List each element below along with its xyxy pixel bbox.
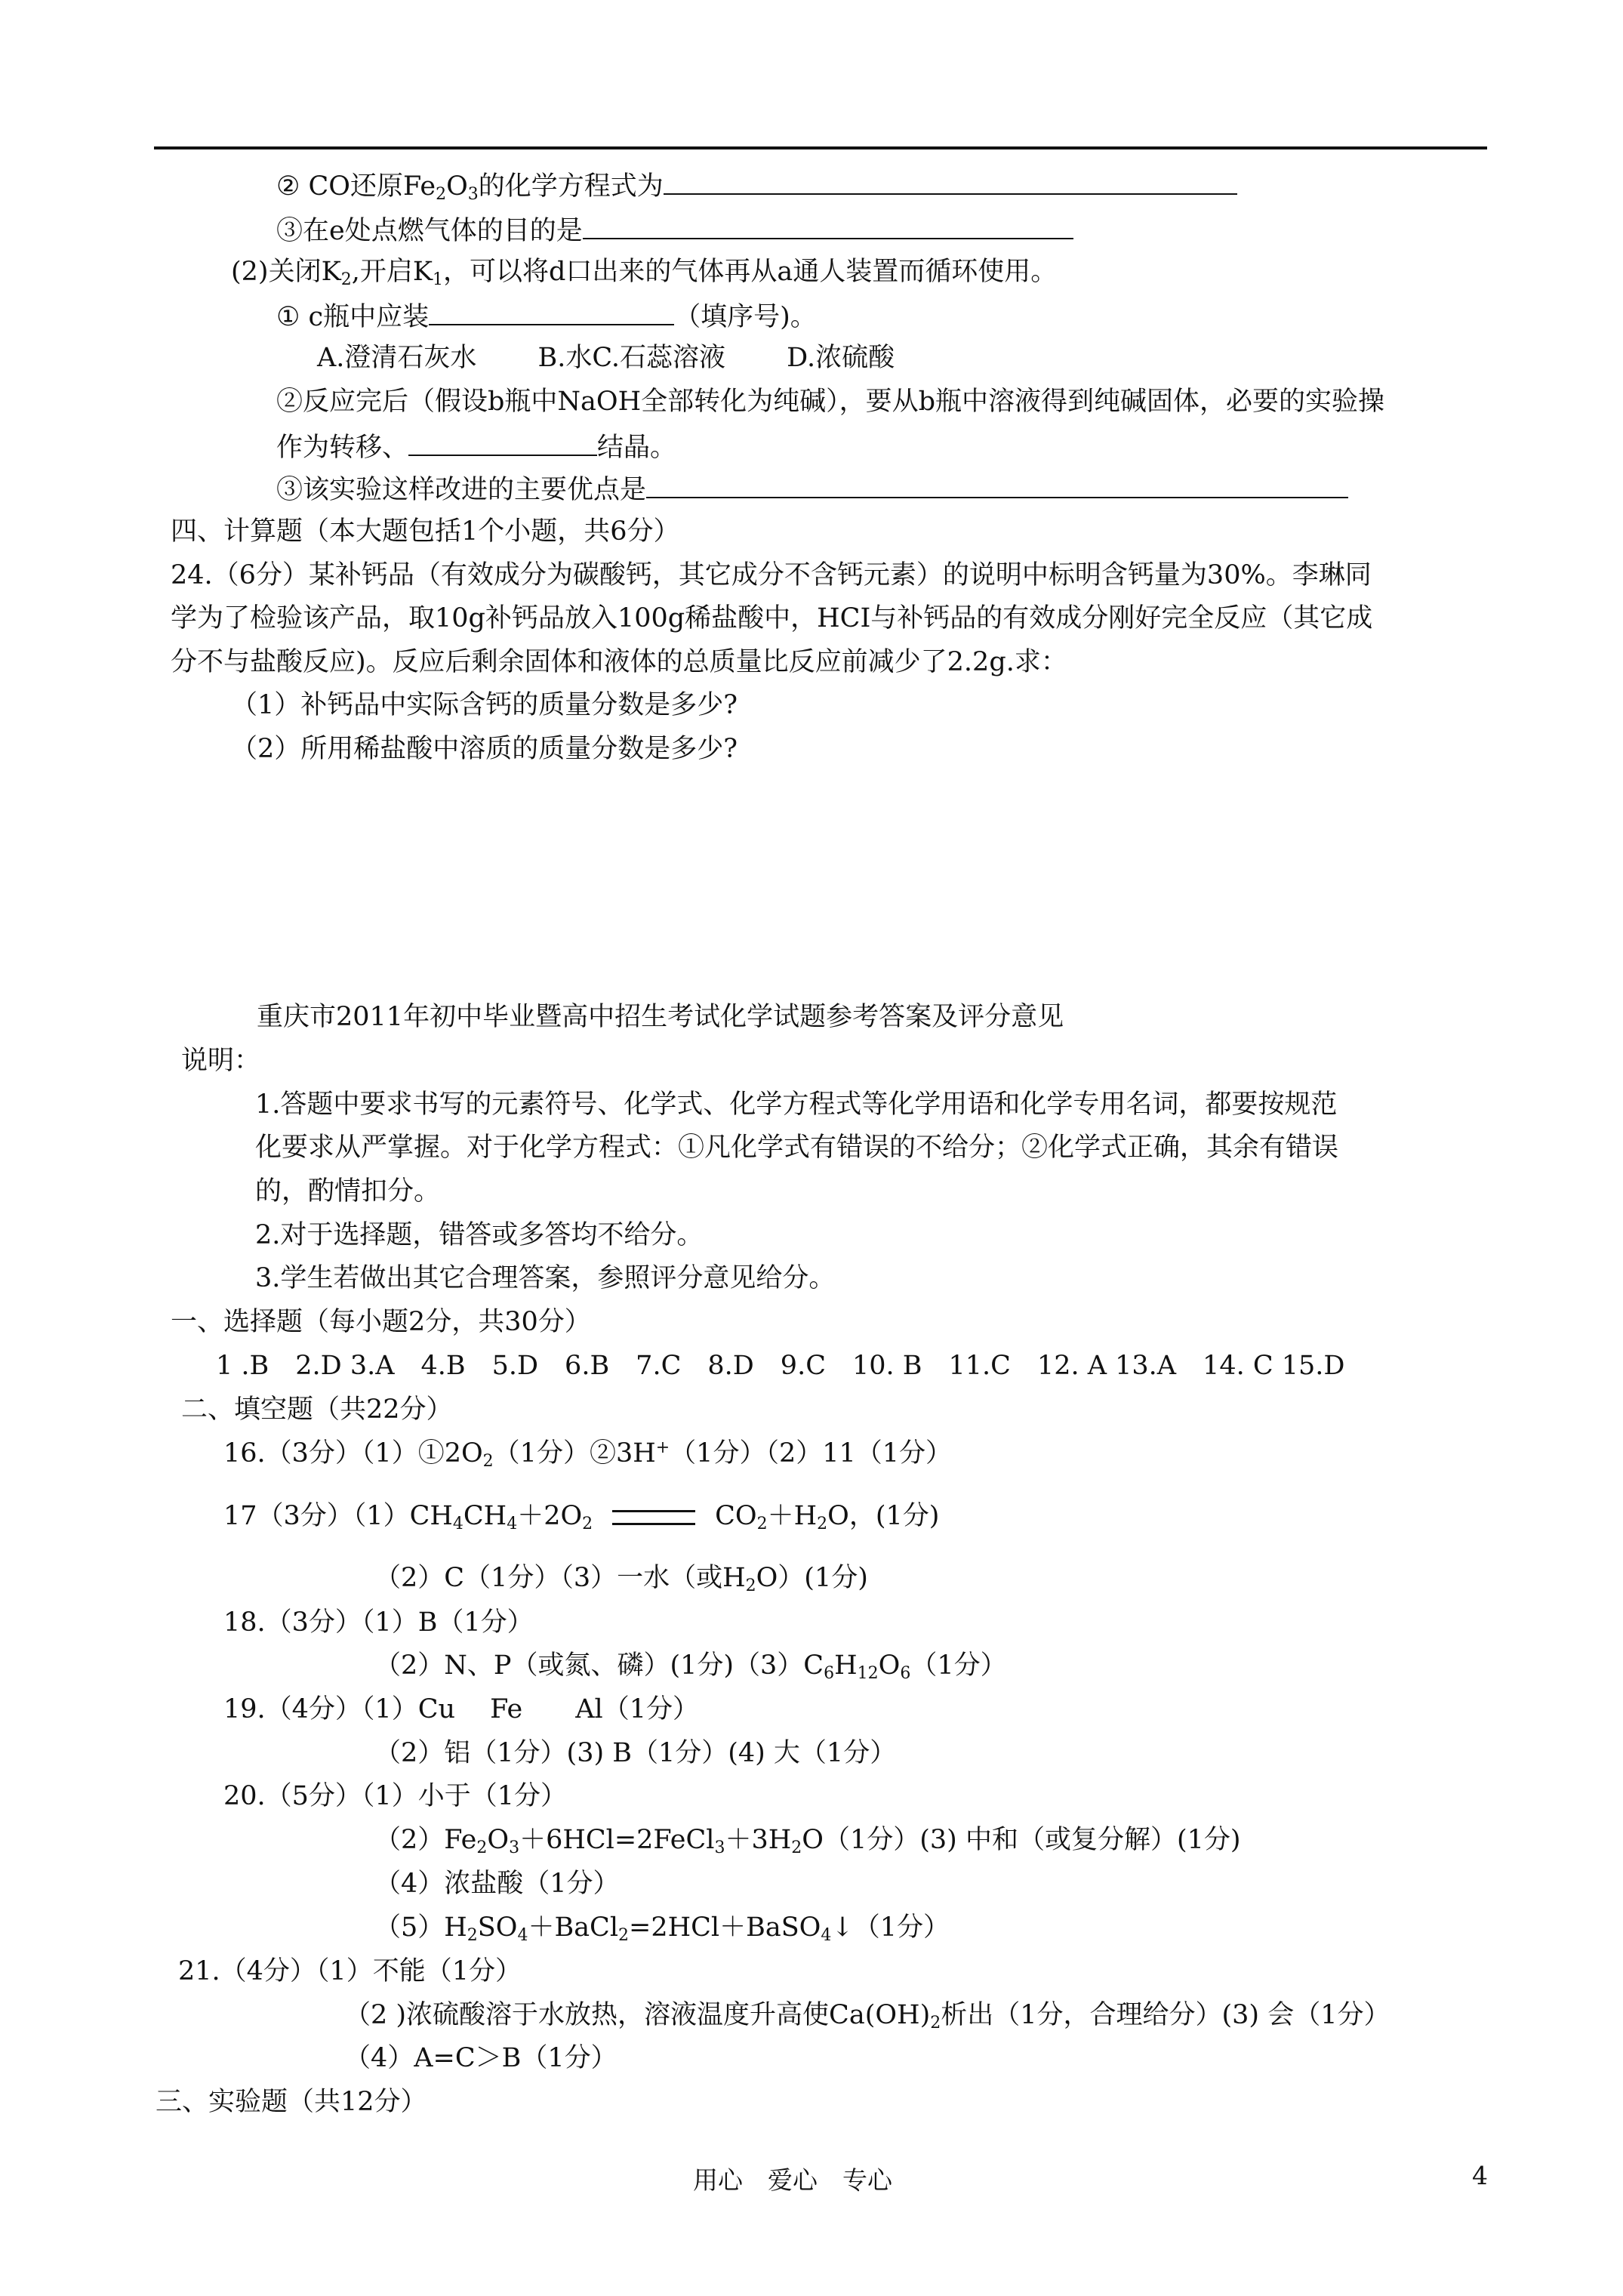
- note-3: 3.学生若做出其它合理答案，参照评分意见给分。: [255, 1263, 836, 1293]
- answer-21-line-2: （2 )浓硫酸溶于水放热，溶液温度升高使$Ca(OH)_2$析出（1分，合理给分）(3) 会（1分）: [344, 2000, 1390, 2032]
- section-2-heading: 二、填空题（共22分）: [181, 1395, 453, 1425]
- answer-key-title: 重庆市2011年初中毕业暨高中招生考试化学试题参考答案及评分意见: [257, 1002, 1064, 1032]
- answer-18-line-1: 18.（3分）（1）B（1分）: [223, 1607, 534, 1638]
- answer-20-line-3: （4）浓盐酸（1分）: [374, 1869, 620, 1899]
- q24-subquestion-1: （1）补钙品中实际含钙的质量分数是多少?: [231, 690, 738, 720]
- answer-19-line-2: （2）铝（1分）(3) B（1分）(4) 大（1分）: [374, 1738, 897, 1768]
- answer-17-line-2: （2）C（1分）（3）一水（或$H_2O)(1$分): [374, 1563, 868, 1595]
- q24-line: 分不与盐酸反应)。反应后剩余固体和液体的总质量比反应前减少了2.2g.求：: [171, 647, 1067, 677]
- q23-line-transfer: 作为转移、 结晶。: [276, 429, 676, 464]
- note-1-line: 1.答题中要求书写的元素符号、化学式、化学方程式等化学用语和化学专用名词，都要按规范: [255, 1089, 1338, 1120]
- note-2: 2.对于选择题，错答或多答均不给分。: [255, 1220, 704, 1250]
- page-number: 4: [1472, 2161, 1488, 2190]
- q23-line-ignite: ③在e处点燃气体的目的是: [276, 212, 1073, 248]
- section-1-heading: 一、选择题（每小题2分，共30分）: [171, 1307, 591, 1337]
- q24-line: 学为了检验该产品，取10g补钙品放入100g稀盐酸中，HCI与补钙品的有效成分刚好完全反应（其它成: [171, 603, 1373, 633]
- q23-line-co-reduction: ② CO还原$Fe_2O_3$的化学方程式为: [276, 168, 1237, 203]
- q23-line-after-reaction: ②反应完后（假设b瓶中NaOH全部转化为纯碱），要从b瓶中溶液得到纯碱固体，必要的实验操: [276, 387, 1385, 417]
- answer-18-line-2: （2）N、P（或氮、磷）(1分)$(3)C_6H_{12}O_6(1$分）: [374, 1650, 1007, 1683]
- answer-17-line-1: 17（3分）$(1)CH_4CH_4+2O_2$ $CO_2+H_2O$，(1分): [223, 1501, 940, 1533]
- answer-20-line-2: $(2)Fe_2O_3+6HCl=2FeCl_3+3H_2O(1$分）(3) 中和（或复分解）(1分): [374, 1825, 1241, 1857]
- multiple-choice-answers: 1 .B 2.D 3.A 4.B 5.D 6.B 7.C 8.D 9.C 10. B 11.C 12. A 13.A 14. C 15.D: [216, 1351, 1345, 1381]
- notes-label: 说明：: [181, 1046, 261, 1076]
- q23-line-c-bottle: ① c瓶中应装 （填序号)。: [276, 298, 817, 334]
- q23-line-close-k2: (2)关闭$K_2$,开启$K_1$，可以将d口出来的气体再从a通人装置而循环使用。: [231, 257, 1058, 289]
- q23-line-advantage: ③该实验这样改进的主要优点是: [276, 471, 1348, 507]
- note-1-line: 的，酌情扣分。: [255, 1176, 441, 1207]
- header-rule: [154, 146, 1487, 149]
- q23-options: A.澄清石灰水 B.水C.石蕊溶液 D.浓硫酸: [317, 343, 895, 373]
- q24-subquestion-2: （2）所用稀盐酸中溶质的质量分数是多少?: [231, 734, 738, 764]
- q24-line: 24.（6分）某补钙品（有效成分为碳酸钙，其它成分不含钙元素）的说明中标明含钙量为30%。李琳同: [171, 560, 1372, 590]
- note-1-line: 化要求从严掌握。对于化学方程式：①凡化学式有错误的不给分；②化学式正确，其余有错误: [255, 1133, 1339, 1163]
- answer-blank: [646, 471, 1348, 498]
- answer-19-line-1: 19.（4分）（1）Cu Fe Al（1分）: [223, 1694, 699, 1724]
- answer-blank: [429, 298, 674, 325]
- answer-20-line-4: $(5)H_2SO_4+BaCl_2=2HCl+BaSO_4↓(1$分）: [374, 1912, 950, 1945]
- answer-blank: [408, 429, 597, 456]
- footer-motto: 用心 爱心 专心: [693, 2165, 892, 2195]
- answer-16: 16.（3分）$(1)①2O_2(1$分）②3H+（1分）（2）11（1分）: [223, 1438, 953, 1471]
- answer-blank: [664, 168, 1237, 195]
- answer-21-line-1: 21.（4分）（1）不能（1分）: [178, 1956, 522, 1986]
- section-3-heading: 三、实验题（共12分）: [156, 2087, 427, 2117]
- answer-21-line-3: （4）A=C＞B（1分）: [344, 2043, 617, 2073]
- reaction-equals-sign: [612, 1510, 695, 1525]
- section-4-heading: 四、计算题（本大题包括1个小题，共6分）: [171, 516, 680, 547]
- answer-blank: [583, 212, 1073, 239]
- answer-20-line-1: 20.（5分）（1）小于（1分）: [223, 1781, 567, 1811]
